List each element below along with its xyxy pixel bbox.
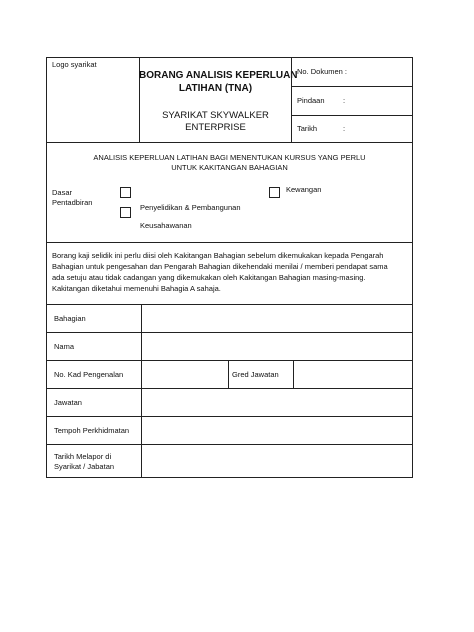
- ic-input[interactable]: [141, 360, 229, 389]
- revision-label: Pindaan: [297, 96, 325, 105]
- name-input[interactable]: [141, 332, 413, 361]
- service-label: Tempoh Perkhidmatan: [54, 426, 130, 435]
- analysis-heading-line1: ANALISIS KEPERLUAN LATIHAN BAGI MENENTUKAN KURSUS YANG PERLU: [93, 153, 366, 162]
- instructions-line3: ada setuju atau tidak cadangan yang dikemukakan oleh Kakitangan Bahagian masing-masing.: [52, 273, 366, 282]
- company-name-line2: ENTERPRISE: [185, 122, 246, 133]
- instructions-line4: Kakitangan diketahui memenuhi Bahagia A sahaja.: [52, 284, 221, 293]
- company-name-line1: SYARIKAT SKYWALKER: [162, 110, 269, 121]
- doc-no-label: No. Dokumen :: [297, 67, 348, 76]
- date-colon: :: [343, 124, 346, 133]
- report-date-label-line2: Syarikat / Jabatan: [54, 462, 115, 471]
- option-entrepreneurship-label: Keusahawanan: [140, 221, 192, 230]
- instructions-line1: Borang kaji selidik ini perlu diisi oleh Kakitangan Bahagian sebelum dikemukakan kepada Pengarah: [52, 251, 384, 260]
- service-input[interactable]: [141, 416, 413, 445]
- analysis-heading-line2: UNTUK KAKITANGAN BAHAGIAN: [171, 163, 288, 172]
- report-date-label-line1: Tarikh Melapor di: [54, 452, 112, 461]
- grade-label: Gred Jawatan: [232, 370, 279, 379]
- division-label: Bahagian: [54, 314, 86, 323]
- revision-colon: :: [343, 96, 346, 105]
- grade-input[interactable]: [293, 360, 413, 389]
- name-label: Nama: [54, 342, 75, 351]
- checkbox-finance[interactable]: [269, 187, 280, 198]
- report-date-input[interactable]: [141, 444, 413, 478]
- policy-label-line1: Dasar: [52, 188, 73, 197]
- logo-label: Logo syarikat: [52, 60, 97, 69]
- checkbox-policy[interactable]: [120, 187, 131, 198]
- option-finance-label: Kewangan: [286, 185, 322, 194]
- form-title-line1: BORANG ANALISIS KEPERLUAN: [139, 70, 298, 81]
- date-label: Tarikh: [297, 124, 318, 133]
- position-label: Jawatan: [54, 398, 82, 407]
- form-title-line2: LATIHAN (TNA): [178, 83, 253, 94]
- ic-label: No. Kad Pengenalan: [54, 370, 124, 379]
- checkbox-rnd[interactable]: [120, 207, 131, 218]
- instructions-line2: Bahagian untuk pengesahan dan Pengarah Bahagian dikehendaki menilai / memberi pendapat sama: [52, 262, 388, 271]
- division-input[interactable]: [141, 304, 413, 333]
- policy-label-line2: Pentadbiran: [52, 198, 93, 207]
- option-rnd-label: Penyelidikan & Pembangunan: [140, 203, 241, 212]
- position-input[interactable]: [141, 388, 413, 417]
